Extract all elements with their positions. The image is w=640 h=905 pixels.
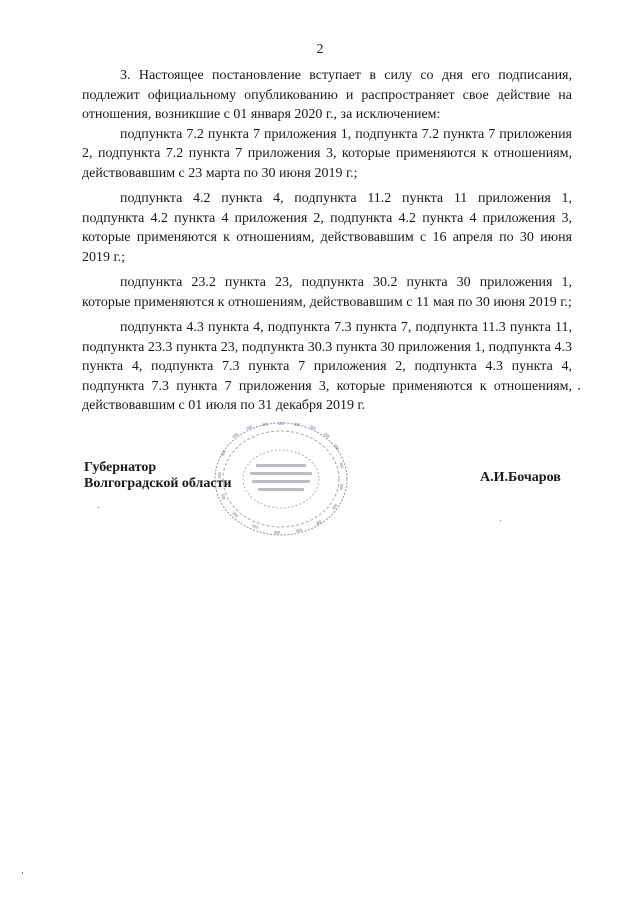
signature-position — [84, 460, 232, 492]
signature-position-title: Губернатор — [84, 460, 157, 475]
official-seal-icon — [212, 420, 350, 538]
signatory-name: А.И.Бочаров — [480, 470, 561, 485]
paragraph-exception-3: подпункта 23.2 пункта 23, подпункта 30.2 пункта 30 приложения 1, которые применяются к отношениям, действовавшим с 11 мая по 30 июня 2019 г.; — [82, 275, 572, 310]
paragraph-effective-date: 3. Настоящее постановление вступает в силу со дня его подписания, подлежит официальному опубликованию и распространяет свое действие на отношения, возникшие с 01 января 2020 г., за исключением: — [82, 68, 572, 122]
paragraph-exception-4: подпункта 4.3 пункта 4, подпункта 7.3 пункта 7, подпункта 11.3 пункта 11, подпункта 23.3 пункта 23, подпункта 30.3 пункта 30 приложения 1, подпункта 4.3 пункта 4, подпункта 7.3 пункта 7 приложения 2, подпункта 4.3 пункта 4, подпункта 7.3 пункта 7 приложения 3, которые применяются к отношениям, действовавшим с 01 июля по 31 декабря 2019 г. — [82, 320, 572, 413]
paragraph-exception-1: подпункта 7.2 пункта 7 приложения 1, подпункта 7.2 пункта 7 приложения 2, подпункта 7.2 пункта 7 приложения 3, которые применяются к отношениям, действовавшим с 23 марта по 30 июня 2019 г.; — [82, 126, 572, 181]
page-number: 2 — [316, 42, 324, 57]
paragraph-exception-2: подпункта 4.2 пункта 4, подпункта 11.2 пункта 11 приложения 1, подпункта 4.2 пункта 4 приложения 2, подпункта 4.2 пункта 4 приложения 3, которые применяются к отношениям, действовавшим с 16 апреля по 30 июня 2019 г.; — [82, 191, 572, 265]
scan-speck — [578, 388, 580, 390]
scan-speck — [98, 507, 99, 508]
scan-speck — [22, 872, 23, 874]
document-body — [82, 66, 572, 416]
scan-speck — [500, 520, 501, 521]
signature-position-region: Волгоградской области — [84, 476, 232, 491]
